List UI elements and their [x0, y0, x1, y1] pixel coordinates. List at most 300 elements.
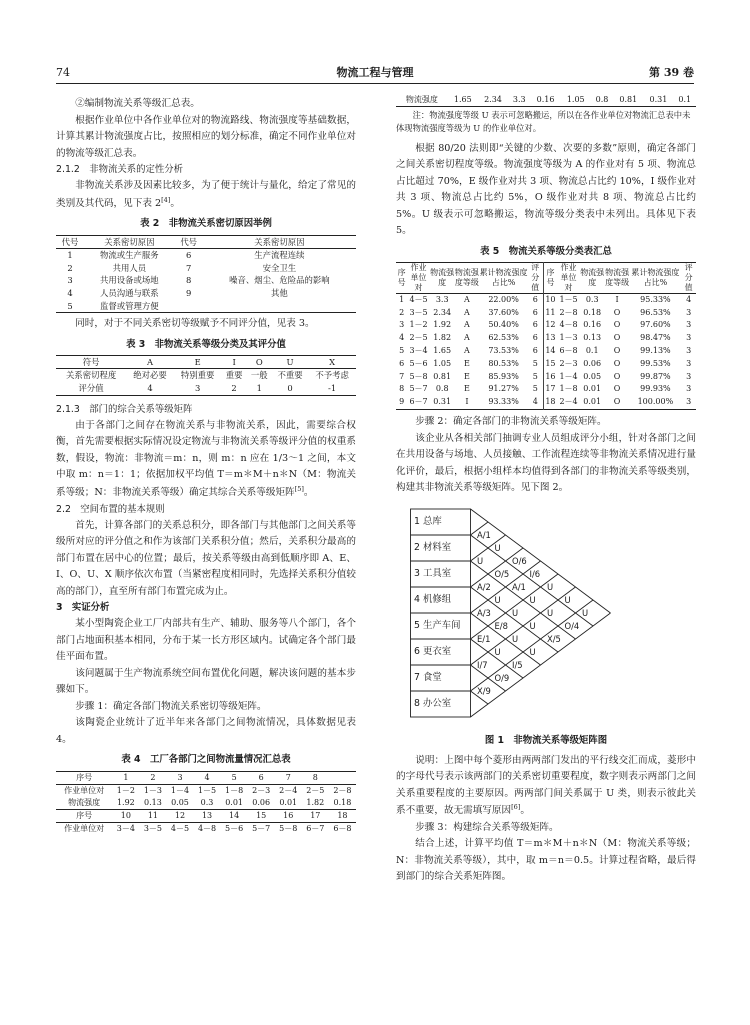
table-cell: U [286, 356, 294, 367]
table-cell: 95.33% [640, 294, 671, 304]
table-cell: 3 [686, 358, 692, 368]
table-cell: 6 [528, 293, 543, 306]
table-cell: 6 [399, 358, 405, 368]
table-cell: 物流强度 [405, 95, 438, 104]
table-cell: 1.65 [453, 95, 472, 104]
paragraph: 由于各部门之间存在物流关系与非物流关系，因此，需要综合权衡，首先需要根据实际情况设定物流与非物流关系等级评分值的权重系数，假设，物流：非物流＝m：n，则 m：n 应在 1/3～1 之间，本文中取 m：n＝1：1；依据加权平均值 T＝m＊M＋n＊N（M：物流关系等级；N：非物流关系等级）确定其综合关系等级矩阵[5]。 [56, 419, 356, 499]
table-caption: 表 2 非物流关系密切原因举例 [140, 218, 272, 230]
table-cell: 18 [337, 810, 348, 820]
table-cell: 4 [204, 772, 210, 782]
table-cell: 1－8 [559, 384, 578, 394]
table-cell: E [463, 371, 470, 381]
table-cell: 4 [67, 287, 73, 298]
table-cell: 物流或生产服务 [100, 250, 159, 261]
table-cell: 4 [147, 383, 153, 394]
table-cell: 评分值 [78, 383, 104, 394]
paragraph: 步骤 2：确定各部门的非物流关系等级矩阵。 [415, 416, 607, 428]
table-cell: 96.53% [640, 307, 671, 317]
table-cell: 2－8 [333, 785, 352, 795]
table-cell: O [613, 346, 621, 356]
table-cell: 0.13 [583, 333, 602, 343]
paragraph: 某小型陶瓷企业工厂内部共有生产、辅助、服务等八个部门，各个部门占地面积基本相同，分布于某一长方形区域内。试确定各个部门最佳平面布置。 [56, 618, 356, 663]
table-cell: 99.87% [640, 371, 671, 381]
table-cell: 9 [186, 287, 192, 298]
table-cell: 3－5 [409, 307, 428, 317]
table-row [396, 396, 696, 409]
table-cell: 0.31 [433, 397, 452, 407]
table-cell: 3 [686, 320, 692, 330]
section-heading: 2.2 空间布置的基本规则 [56, 503, 165, 515]
paragraph: 该企业从各相关部门抽调专业人员组成评分小组，针对各部门之间在共用设备与场地、人员接触、工作流程连续等非物流关系情况进行量化评价，最后，根据小组样本均值得到各部门的非物流关系等级类别，构建其非物流关系等级矩阵。见下图 2。 [396, 432, 696, 494]
journal-title: 物流工程与管理 [336, 66, 414, 79]
table-cell: 0.1 [585, 346, 599, 356]
table-cell: 37.60% [488, 307, 519, 317]
table-cell: 作业单位对 [64, 823, 105, 833]
table-cell: 0.05 [171, 797, 189, 807]
table-cell: 22.00% [488, 294, 519, 304]
table-cell: 0.01 [279, 797, 298, 807]
table-cell: 2－5 [306, 785, 325, 795]
table-cell: 85.93% [488, 371, 519, 381]
table-cell: 4－8 [197, 823, 217, 833]
table-cell: 2 [150, 772, 156, 782]
table-cell: 62.53% [488, 333, 519, 343]
table-cell: 6－7 [306, 823, 325, 833]
table-cell: 4 [399, 333, 405, 343]
table-header-cell: 物流强度等级 [454, 267, 479, 287]
paragraph: 根据作业单位中各作业单位对的物流路线、物流强度等基础数据，计算其累计物流强度占比，按照相应的划分标准，确定不同作业单位对的物流等级汇总表。 [56, 114, 356, 159]
table-cell: 4 [686, 294, 692, 304]
department-label: 2 材料室 [414, 541, 452, 553]
table-cell: 0.18 [333, 797, 352, 807]
paragraph: 非物流关系涉及因素比较多，为了便于统计与量化，给定了常见的类别及其代码，见下表 2[4]。 [56, 180, 356, 209]
table-cell: 12 [545, 320, 556, 330]
table-cell: 6 [528, 319, 543, 332]
table-cell: 0.05 [583, 371, 602, 381]
table-cell: 5 [399, 346, 405, 356]
table-cell: 2－4 [279, 785, 298, 795]
table-cell: A [464, 294, 470, 304]
table-cell: 6 [186, 250, 192, 261]
table-cell: 16 [545, 371, 556, 381]
table-cell: 2－5 [409, 333, 428, 343]
table-cell: 6 [258, 772, 264, 782]
paragraph: 该问题属于生产物流系统空间布置优化问题，解决该问题的基本步骤如下。 [56, 667, 356, 696]
table-cell: 1－3 [559, 333, 578, 343]
department-label: 5 生产车间 [414, 619, 461, 631]
table-cell: 2.34 [433, 307, 452, 317]
table-cell: 共用设备或场地 [100, 275, 159, 286]
table-cell: 14 [229, 810, 240, 820]
table-cell: X [329, 356, 336, 367]
table-row [396, 383, 696, 396]
table-cell: E [463, 384, 470, 394]
table-cell: 9 [399, 397, 405, 407]
table-cell: 0.8 [595, 95, 609, 104]
table-cell: 0.1 [678, 95, 692, 104]
table-cell: 2.34 [484, 95, 502, 104]
table-cell: 2 [399, 307, 405, 317]
table-cell [203, 300, 356, 313]
table-cell: O [613, 307, 621, 317]
table-cell: 1.82 [306, 797, 325, 807]
table-cell: 0.01 [583, 384, 602, 394]
table-cell: 2－4 [559, 397, 578, 407]
table-cell: 6－7 [409, 397, 428, 407]
table-cell: 0.81 [619, 95, 638, 104]
table-cell: 16 [283, 810, 294, 820]
table-cell: 1.92 [433, 320, 452, 330]
table-row [396, 345, 696, 358]
table-cell: 符号 [82, 356, 100, 367]
table-cell: E [463, 358, 470, 368]
table-cell: 1－4 [170, 785, 190, 795]
table-cell: 99.93% [640, 384, 671, 394]
table-cell: 97.60% [640, 320, 671, 330]
table-cell: 17 [310, 810, 321, 820]
table-row [56, 287, 356, 300]
paragraph: 步骤 3：构建综合关系等级矩阵。 [415, 821, 559, 833]
table-cell: 1 [67, 250, 73, 261]
table-cell: 生产流程连续 [254, 250, 305, 261]
table-cell: 3－4 [116, 823, 135, 833]
table-row [396, 358, 696, 371]
table-cell: 不予考虑 [315, 370, 349, 381]
table-cell: 1－4 [559, 371, 578, 381]
paragraph: 结合上述，计算平均值 T＝m＊M＋n＊N（M：物流关系等级；N：非物流关系等级），其中，取 m＝n＝0.5。计算过程省略，最后得到部门的综合关系矩阵图。 [396, 838, 696, 883]
table-cell: 8 [399, 384, 405, 394]
table-cell: 6 [528, 345, 543, 358]
table-row [396, 371, 696, 384]
table-cell: 99.13% [640, 346, 671, 356]
table-cell: 80.53% [488, 358, 519, 368]
table-cell: 0.16 [536, 95, 555, 104]
table-cell: 1.82 [433, 333, 452, 343]
table-cell: A [464, 307, 470, 317]
table-cell: 5－6 [409, 358, 428, 368]
table-cell: 3 [686, 371, 692, 381]
table-cell: 6 [528, 332, 543, 345]
table-4 [56, 771, 356, 835]
table-cell: O [613, 371, 621, 381]
table-cell: 人员沟通与联系 [100, 287, 159, 298]
table-cell: 2－3 [559, 358, 578, 368]
table-cell: 11 [545, 307, 556, 317]
table-cell: 12 [174, 810, 186, 820]
table-cell: 1－5 [559, 294, 578, 304]
table-cell: 4－5 [170, 823, 190, 833]
paragraph: 根据 80/20 法则即“关键的少数、次要的多数”原则，确定各部门之间关系密切程度等级。物流强度等级为 A 的作业对有 5 项、物流总占比超过 70%，E 级作业对共 3 项、物流总占比约 10%，I 级作业对共 3 项、物流总占比约 5%，O 级作业对共 8 项、物流总占比约 5%。U 级表示可忽略搬运，物流等级分类表中未列出。具体见下表 5。 [396, 142, 696, 237]
table-header-cell: 评分值 [528, 262, 543, 293]
table-caption: 表 3 非物流关系等级分类及其评分值 [126, 338, 286, 350]
relationship-code: I/7 [477, 659, 488, 670]
table-note: 注：物流强度等级 U 表示可忽略搬运，所以在各作业单位对物流汇总表中未体现物流强度等级为 U 的作业单位对。 [396, 110, 691, 133]
table-cell: -1 [328, 383, 337, 394]
table-cell: 3 [686, 307, 692, 317]
table-cell: 1－3 [143, 785, 163, 795]
table-header-cell: 作业单位对 [410, 262, 427, 292]
table-cell: 5－8 [409, 371, 428, 381]
table-2 [56, 235, 356, 314]
relationship-code: A/3 [477, 607, 491, 618]
table-cell: 93.33% [488, 397, 519, 407]
table-cell: 5－6 [225, 823, 244, 833]
relationship-code: O/9 [494, 672, 510, 683]
table-cell: 0.06 [252, 797, 271, 807]
table-cell: O [613, 397, 621, 407]
table-caption: 表 5 物流关系等级分类表汇总 [480, 245, 612, 257]
table-row [396, 332, 696, 345]
table-cell: 8 [312, 772, 318, 782]
table-cell: 3 [195, 383, 201, 394]
relationship-code: U [494, 542, 501, 553]
table-cell: 2－3 [252, 785, 271, 795]
table-cell: A [464, 333, 470, 343]
relationship-matrix-figure [410, 505, 666, 729]
table-caption: 表 4 工厂各部门之间物流量情况汇总表 [121, 754, 291, 766]
table-cell: 0 [287, 383, 293, 394]
table-header-cell: 序号 [397, 267, 406, 287]
table-4-continued [396, 94, 696, 107]
table-cell: 绝对必要 [133, 370, 167, 381]
table-cell: 安全卫生 [262, 262, 297, 273]
table-cell: 0.01 [225, 797, 244, 807]
table-cell: 特别重要 [180, 370, 215, 381]
table-cell: O [613, 320, 621, 330]
table-cell: 0.31 [649, 95, 668, 104]
relationship-code: U [512, 633, 519, 644]
section-heading: 2.1.3 部门的综合关系等级矩阵 [56, 403, 193, 415]
table-cell: 98.47% [640, 333, 671, 343]
table-cell: 1.92 [116, 797, 135, 807]
table-cell: 3 [686, 384, 692, 394]
department-label: 8 办公室 [414, 697, 452, 709]
table-row [56, 300, 356, 313]
table-cell: 3－5 [143, 823, 163, 833]
table-cell: 监督或管理方便 [100, 300, 159, 311]
relationship-code: U [582, 607, 589, 618]
relationship-code: I/6 [529, 568, 541, 579]
table-cell: 0.81 [433, 371, 452, 381]
table-cell: 1 [123, 772, 129, 782]
table-cell: 4－8 [559, 320, 578, 330]
paragraph: 同时，对于不同关系密切等级赋予不同评分值，见表 3。 [75, 318, 315, 330]
table-cell: 15 [256, 810, 267, 820]
table-header-cell: 物流强度等级 [605, 267, 630, 287]
table-cell: A [146, 356, 154, 367]
table-cell: I [232, 356, 236, 367]
relationship-code: O/4 [564, 620, 580, 631]
paragraph: 步骤 1：确定各部门物流关系密切等级矩阵。 [75, 700, 267, 712]
department-label: 3 工具室 [414, 567, 452, 579]
relationship-code: A/1 [512, 581, 526, 592]
page-header [56, 64, 694, 84]
paragraph: ②编制物流关系等级汇总表。 [75, 98, 200, 109]
relationship-code: O/5 [494, 568, 510, 579]
table-header-cell: 累计物流强度占比% [479, 267, 528, 287]
table-header-cell: 关系密切原因 [104, 236, 155, 247]
table-cell: 作业单位对 [64, 785, 105, 795]
table-cell: O [613, 358, 621, 368]
table-cell: 4 [528, 396, 543, 409]
table-cell: 50.40% [488, 320, 519, 330]
table-cell: 1.65 [433, 346, 452, 356]
paragraph: 说明：上图中每个菱形由两两部门发出的平行线交汇而成，菱形中的字母代号表示该两部门的关系密切重要程度，数字则表示两部门之间关系重要程度的主要原因。两两部门间关系属于 U 类，则表示彼此关系不重要，故无需填写原因[6]。 [396, 754, 696, 817]
paragraph: 该陶瓷企业统计了近半年来各部门之间物流情况，具体数据见表 4。 [56, 717, 356, 745]
table-header-cell: 作业单位对 [560, 262, 577, 292]
table-header-cell: 物流强度 [430, 267, 455, 287]
table-header-cell: 代号 [61, 236, 79, 247]
table-cell: 1 [256, 383, 262, 394]
table-cell: 7 [285, 772, 291, 782]
table-header-cell: 序号 [546, 267, 555, 287]
relationship-code: O/6 [512, 555, 527, 566]
page-number: 74 [56, 66, 70, 79]
section-heading: 2.1.2 非物流关系的定性分析 [56, 164, 183, 175]
table-cell: 73.53% [488, 346, 519, 356]
table-cell: 关系密切程度 [65, 370, 117, 381]
table-cell: 1.05 [433, 358, 452, 368]
relationship-code: A/2 [477, 581, 491, 592]
table-cell: 3 [686, 346, 692, 356]
table-row [396, 307, 696, 320]
table-cell: 5 [67, 300, 73, 311]
table-row [396, 319, 696, 332]
table-cell [175, 300, 203, 313]
table-cell: A [464, 320, 470, 330]
table-cell: 3 [177, 772, 183, 782]
relationship-code: U [529, 646, 536, 657]
table-cell: 0.01 [583, 397, 602, 407]
table-header-cell: 代号 [180, 236, 198, 247]
citation: [5] [294, 484, 304, 493]
table-header-cell: 物流强度 [580, 267, 605, 287]
table-cell: 7 [186, 262, 192, 273]
table-cell: 5 [528, 383, 543, 396]
paragraph: 首先，计算各部门的关系总积分，即各部门与其他部门之间关系等级所对应的评分值之和作为该部门关系积分值；然后，关系积分最高的部门布置在居中心的位置；最后，按关系等级由高到低顺序即 A、E、I、O、U、X 顺序依次布置（当紧密程度相同时，先选择关系积分值较高的部门），直至所有部门布置完成为止。 [56, 519, 356, 597]
table-cell: 0.3 [200, 797, 214, 807]
relationship-code: U [529, 620, 536, 631]
table-cell: 1－2 [409, 320, 428, 330]
table-cell: 5 [528, 371, 543, 384]
table-cell: 序号 [76, 772, 93, 782]
table-cell: 7 [399, 371, 405, 381]
table-cell: 6 [528, 307, 543, 320]
table-cell: 4－5 [409, 294, 428, 304]
table-cell: 0.13 [144, 797, 162, 807]
table-cell: 1－8 [225, 785, 244, 795]
relationship-code: U [494, 646, 501, 657]
citation: [6] [511, 803, 521, 812]
relationship-code: U [529, 594, 536, 605]
table-cell: 1.05 [566, 95, 585, 104]
table-cell: 2－8 [559, 307, 578, 317]
table-cell: 11 [147, 810, 159, 820]
table-cell: 3 [67, 275, 73, 286]
table-cell: 10 [120, 810, 131, 820]
table-cell: O [613, 333, 621, 343]
table-cell: 3.3 [435, 294, 449, 304]
volume-label: 第 39 卷 [649, 66, 694, 79]
table-cell: 序号 [76, 810, 93, 820]
table-cell: 18 [545, 397, 556, 407]
table-cell: 0.8 [435, 384, 449, 394]
relationship-code: U [547, 581, 554, 592]
table-cell: 不重要 [277, 370, 303, 381]
table-5 [396, 262, 696, 410]
table-cell: 3 [686, 397, 692, 407]
table-cell: E [194, 356, 201, 367]
right-column [396, 96, 696, 886]
relationship-code: U [564, 594, 571, 605]
table-cell: I [465, 397, 469, 407]
table-cell: 1－2 [116, 785, 135, 795]
table-cell: 91.27% [488, 384, 519, 394]
table-cell: 5－7 [409, 384, 428, 394]
department-label: 6 更衣室 [414, 645, 452, 657]
table-cell: 3 [686, 333, 692, 343]
table-cell: 6－8 [333, 823, 352, 833]
relationship-code: U [512, 607, 519, 618]
department-label: 1 总库 [414, 515, 442, 527]
table-cell: 5－7 [252, 823, 271, 833]
table-cell: 15 [545, 358, 556, 368]
table-header-cell: 累计物流强度占比% [631, 267, 680, 287]
table-cell: 一般 [250, 370, 268, 381]
table-header-cell: 关系密切原因 [254, 236, 305, 247]
table-cell: 0.06 [583, 358, 602, 368]
table-cell: 3－4 [409, 346, 428, 356]
relationship-code: A/1 [477, 529, 491, 540]
table-cell: 10 [545, 294, 556, 304]
table-cell: 14 [545, 346, 556, 356]
table-cell: 13 [545, 333, 556, 343]
figure-caption: 图 1 非物流关系等级矩阵图 [484, 734, 608, 746]
table-cell: O [255, 356, 263, 367]
left-column [56, 96, 356, 835]
relationship-code: E/1 [477, 633, 491, 644]
table-header-cell: 评分值 [684, 262, 693, 292]
relationship-code: U [547, 607, 554, 618]
table-row [56, 274, 356, 287]
table-cell: 2 [231, 383, 237, 394]
table-cell: 100.00% [637, 397, 674, 407]
citation: [4] [161, 195, 171, 204]
table-cell: 共用人员 [112, 262, 147, 273]
table-cell: 2 [67, 262, 73, 273]
table-cell: 3 [399, 320, 405, 330]
section-heading: 3 实证分析 [56, 602, 110, 614]
table-cell: 99.53% [640, 358, 671, 368]
relationship-code: U [477, 555, 484, 566]
table-cell: A [464, 346, 470, 356]
table-cell: 8 [186, 275, 192, 286]
table-cell: 其他 [270, 287, 288, 298]
table-cell: 5 [231, 772, 237, 782]
table-cell: 0.3 [585, 294, 599, 304]
relationship-code: X/9 [477, 685, 491, 696]
table-cell: O [613, 384, 621, 394]
table-cell: 0.18 [583, 307, 602, 317]
table-cell: 0.16 [583, 320, 602, 330]
table-cell: 噪音、烟尘、危险品的影响 [229, 275, 330, 286]
table-cell: 5－8 [279, 823, 298, 833]
table-cell: 3.3 [512, 95, 526, 104]
table-row [56, 249, 356, 262]
table-row [396, 293, 696, 306]
table-cell: 6－8 [559, 346, 578, 356]
relationship-code: E/8 [494, 620, 508, 631]
